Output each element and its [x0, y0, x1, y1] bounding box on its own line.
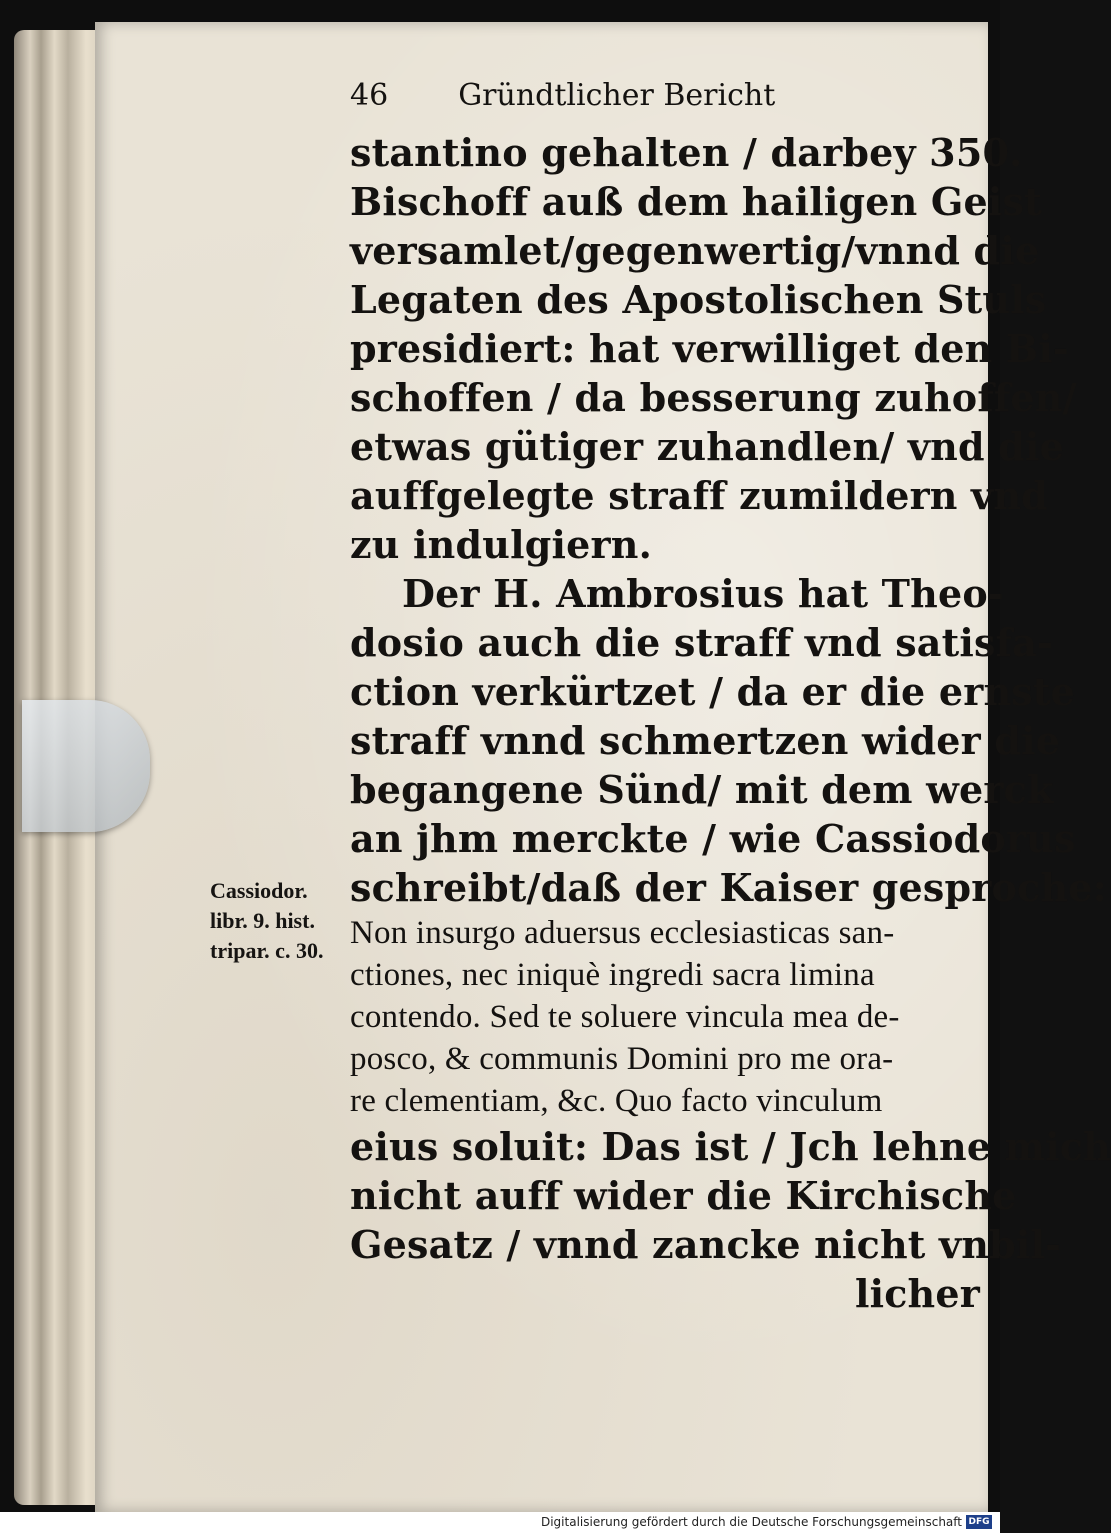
page-clip [22, 700, 150, 832]
text-line: re clementiam, &c. Quo facto vinculum [350, 1083, 883, 1119]
page-header [350, 78, 800, 113]
text-line: etwas gütiger zuhandlen/ vnd die [350, 424, 1064, 469]
footer-credit: Digitalisierung gefördert durch die Deutsche Forschungsgemeinschaft [540, 1515, 962, 1529]
text-line: eius soluit: Das ist / Jch lehne mich [350, 1124, 1111, 1169]
text-line: ctiones, nec iniquè ingredi sacra limina [350, 957, 875, 993]
text-line: licher [854, 1271, 980, 1316]
text-line: auffgelegte straff zumildern vnd [350, 473, 1048, 518]
text-line: begangene Sünd/ mit dem werck [350, 767, 1054, 812]
text-line: Non insurgo aduersus ecclesiasticas san- [350, 915, 895, 951]
text-line: ction verkürtzet / da er die ernste [350, 669, 1075, 714]
margin-note [210, 876, 350, 966]
body-text [350, 128, 1111, 1318]
text-line: an jhm merckte / wie Cassiodorus [350, 816, 1076, 861]
text-line: stantino gehalten / darbey 350. [350, 130, 1023, 175]
margin-note-line: Cassiodor. [210, 878, 308, 903]
running-title: Gründtlicher Bericht [458, 78, 776, 113]
text-line: Legaten des Apostolischen Stuls [350, 277, 1047, 322]
text-line: Gesatz / vnnd zancke nicht vnbil- [350, 1222, 1062, 1267]
text-line: schoffen / da besserung zuhoffen/ [350, 375, 1077, 420]
dfg-logo: DFG [966, 1515, 992, 1529]
page-number: 46 [350, 78, 389, 113]
text-line: contendo. Sed te soluere vincula mea de- [350, 999, 900, 1035]
text-line: versamlet/gegenwertig/vnnd die [350, 228, 1040, 273]
text-line: dosio auch die straff vnd satisfa- [350, 620, 1053, 665]
text-line: presidiert: hat verwilliget den Bi- [350, 326, 1069, 371]
text-line: nicht auff wider die Kirchische [350, 1173, 1017, 1218]
text-line: Der H. Ambrosius hat Theo- [402, 571, 1004, 616]
text-line: zu indulgiern. [350, 522, 652, 567]
text-line: straff vnnd schmertzen wider die [350, 718, 1061, 763]
margin-note-line: libr. 9. hist. [210, 908, 315, 933]
text-line: schreibt/daß der Kaiser gesproche: [350, 865, 1107, 910]
text-line: posco, & communis Domini pro me ora- [350, 1041, 894, 1077]
text-line: Bischoff auß dem hailigen Geist [350, 179, 1042, 224]
margin-note-line: tripar. c. 30. [210, 938, 324, 963]
